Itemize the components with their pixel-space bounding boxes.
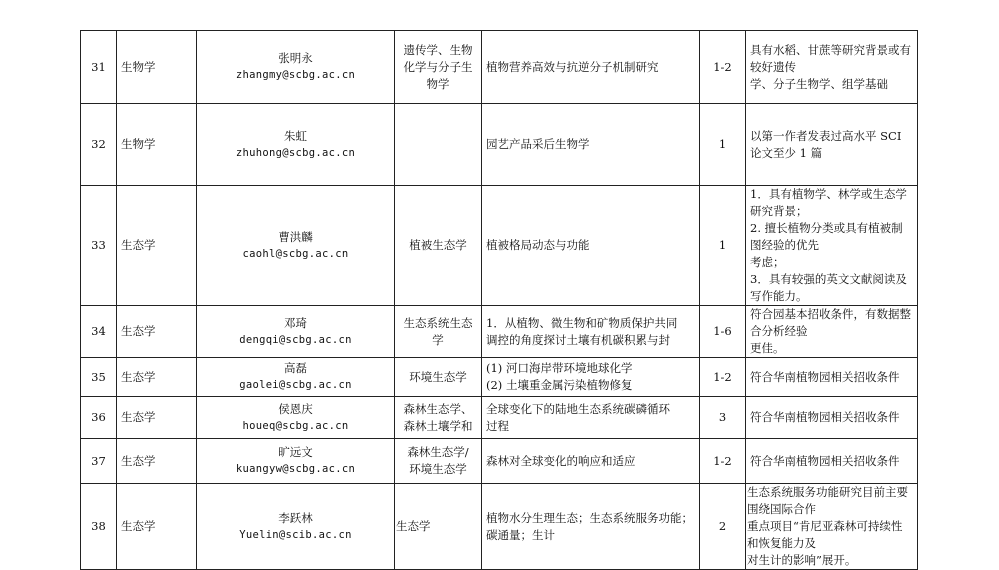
supervisor-email: caohl@scbg.ac.cn <box>242 247 349 260</box>
requirement-cell: 具有水稻、甘蔗等研究背景或有较好遗传 学、分子生物学、组学基础 <box>746 31 918 104</box>
table-row <box>81 484 918 570</box>
field-cell: 森林生态学、 森林土壤学和 <box>395 397 482 439</box>
supervisor-name: 高磊 <box>284 361 307 375</box>
row-number: 32 <box>81 104 117 186</box>
supervisor-name: 旷远文 <box>278 445 313 459</box>
supervisor-name: 邓琦 <box>284 315 307 330</box>
field-cell: 环境生态学 <box>395 358 482 397</box>
requirement-cell: 符合华南植物园相关招收条件 <box>746 439 918 484</box>
field-cell: 植被生态学 <box>395 186 482 306</box>
discipline-cell: 生态学 <box>117 484 197 570</box>
supervisor-email: zhuhong@scbg.ac.cn <box>235 146 356 159</box>
supervisor-email: houeq@scbg.ac.cn <box>242 419 349 432</box>
row-number: 34 <box>81 306 117 358</box>
supervisor-cell <box>197 358 395 397</box>
requirement-cell: 1．具有植物学、林学或生态学研究背景； 2. 擅长植物分类或具有植被制图经验的优先 考虑； 3．具有较强的英文文献阅读及写作能力。 <box>746 186 918 306</box>
direction-cell: 植物水分生理生态；生态系统服务功能； 碳通量；生计 <box>482 484 700 570</box>
supervisor-table <box>80 30 918 570</box>
direction-cell: 园艺产品采后生物学 <box>482 104 700 186</box>
requirement-cell: 符合华南植物园相关招收条件 <box>746 397 918 439</box>
supervisor-email: gaolei@scbg.ac.cn <box>239 379 352 391</box>
table-row <box>81 186 918 306</box>
table-row <box>81 397 918 439</box>
field-cell <box>395 104 482 186</box>
direction-cell: 全球变化下的陆地生态系统碳磷循环 过程 <box>482 397 700 439</box>
table-row <box>81 439 918 484</box>
supervisor-email: dengqi@scbg.ac.cn <box>239 333 352 346</box>
supervisor-cell <box>197 306 395 358</box>
direction-cell: 植物营养高效与抗逆分子机制研究 <box>482 31 700 104</box>
supervisor-name: 李跃林 <box>278 510 313 525</box>
discipline-cell: 生态学 <box>117 306 197 358</box>
quota-cell: 1-2 <box>700 358 746 397</box>
row-number: 35 <box>81 358 117 397</box>
discipline-cell: 生态学 <box>117 439 197 484</box>
supervisor-name: 张明永 <box>278 51 313 65</box>
supervisor-email: zhangmy@scbg.ac.cn <box>235 69 356 81</box>
quota-cell: 1 <box>700 104 746 186</box>
supervisor-cell <box>197 186 395 306</box>
discipline-cell: 生态学 <box>117 397 197 439</box>
discipline-cell: 生物学 <box>117 104 197 186</box>
quota-cell: 1-2 <box>700 439 746 484</box>
requirement-cell: 以第一作者发表过高水平 SCI 论文至少 1 篇 <box>746 104 918 186</box>
direction-cell: (1) 河口海岸带环境地球化学 (2) 土壤重金属污染植物修复 <box>482 358 700 397</box>
supervisor-name: 侯恩庆 <box>278 401 313 416</box>
supervisor-cell <box>197 439 395 484</box>
field-cell: 森林生态学/ 环境生态学 <box>395 439 482 484</box>
field-cell: 遗传学、生物 化学与分子生 物学 <box>395 31 482 104</box>
direction-cell: 森林对全球变化的响应和适应 <box>482 439 700 484</box>
table-row <box>81 104 918 186</box>
supervisor-email: kuangyw@scbg.ac.cn <box>235 463 356 475</box>
requirement-cell: 符合华南植物园相关招收条件 <box>746 358 918 397</box>
supervisor-cell <box>197 397 395 439</box>
supervisor-name: 曹洪麟 <box>278 229 313 244</box>
row-number: 36 <box>81 397 117 439</box>
field-cell: 生态系统生态 学 <box>395 306 482 358</box>
table-row <box>81 358 918 397</box>
table-row <box>81 31 918 104</box>
direction-cell: 植被格局动态与功能 <box>482 186 700 306</box>
direction-cell: 1．从植物、微生物和矿物质保护共同 调控的角度探讨土壤有机碳积累与封 <box>482 306 700 358</box>
table-row <box>81 306 918 358</box>
row-number: 37 <box>81 439 117 484</box>
quota-cell: 1 <box>700 186 746 306</box>
requirement-cell: 符合园基本招收条件，有数据整合分析经验 更佳。 <box>746 306 918 358</box>
discipline-cell: 生态学 <box>117 186 197 306</box>
row-number: 33 <box>81 186 117 306</box>
row-number: 31 <box>81 31 117 104</box>
quota-cell: 1-6 <box>700 306 746 358</box>
quota-cell: 3 <box>700 397 746 439</box>
field-cell: 生态学 <box>395 484 482 570</box>
supervisor-cell <box>197 104 395 186</box>
supervisor-cell <box>197 484 395 570</box>
supervisor-cell <box>197 31 395 104</box>
discipline-cell: 生物学 <box>117 31 197 104</box>
discipline-cell: 生态学 <box>117 358 197 397</box>
supervisor-name: 朱虹 <box>284 128 307 143</box>
supervisor-email: Yuelin@scib.ac.cn <box>239 528 352 541</box>
quota-cell: 2 <box>700 484 746 570</box>
row-number: 38 <box>81 484 117 570</box>
quota-cell: 1-2 <box>700 31 746 104</box>
requirement-cell: 生态系统服务功能研究目前主要围绕国际合作 重点项目“肯尼亚森林可持续性和恢复能力及 对生计的影响”展开。 <box>746 484 918 570</box>
